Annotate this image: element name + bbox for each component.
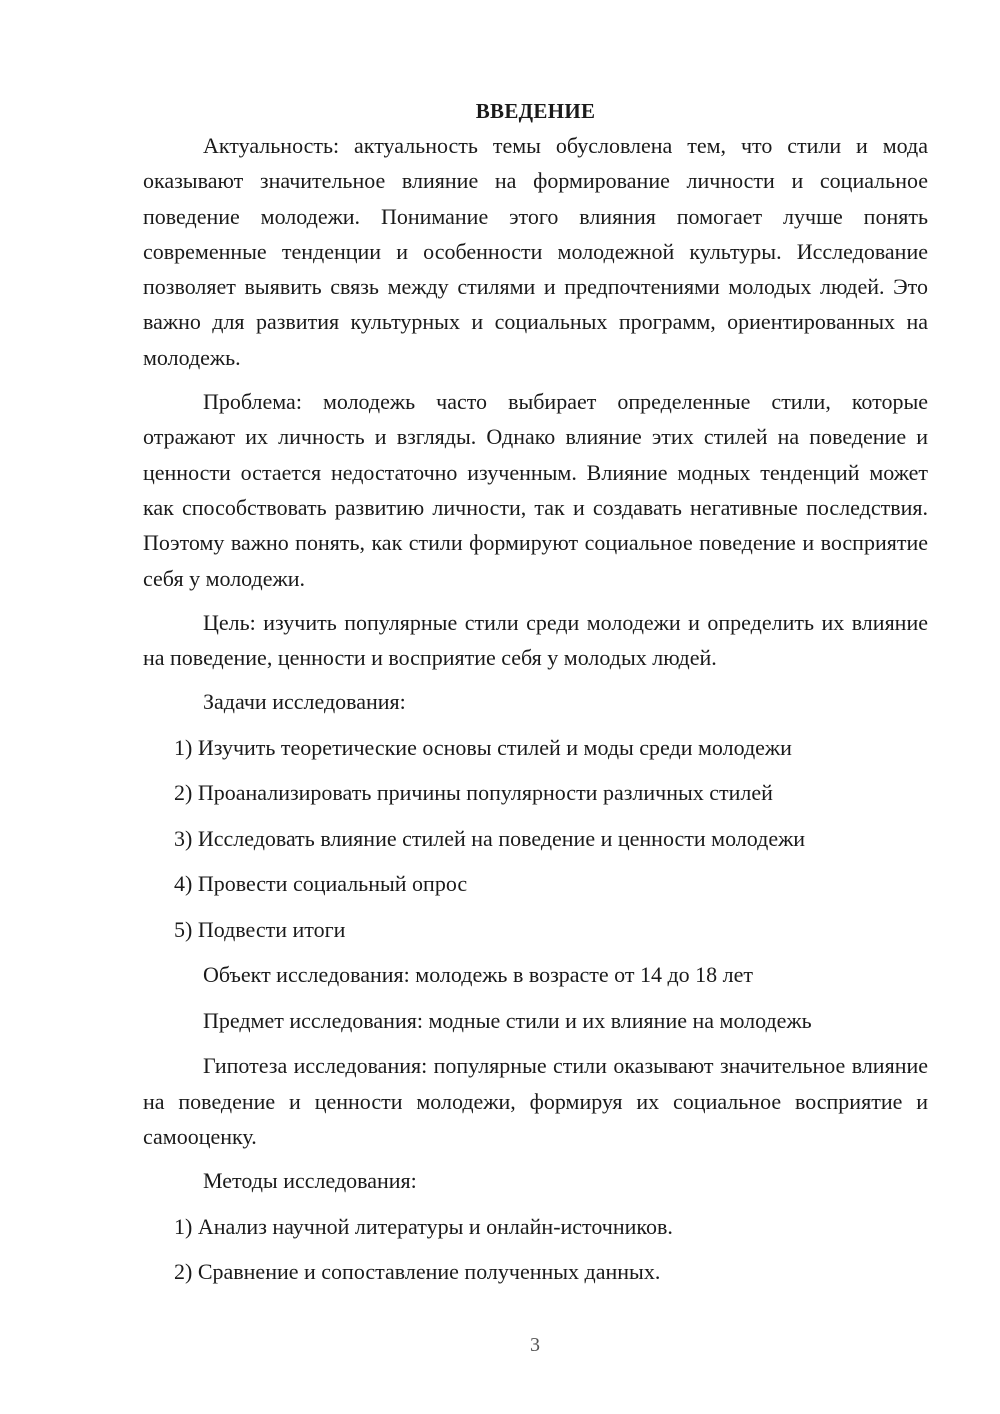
relevance-paragraph: Актуальность: актуальность темы обусловлена тем, что стили и мода оказывают значительное влияние на формирование личности и социальное поведение молодежи. Понимание этого влияния помогает лучше понять современные тенденции и особенности молодежной культуры. Исследование позволяет выявить связь между стилями и предпочтениями молодых людей. Это важно для развития культурных и социальных программ, ориентированных на молодежь.: [143, 133, 928, 370]
research-object: Объект исследования: молодежь в возрасте от 14 до 18 лет: [203, 962, 754, 988]
page-content: [143, 96, 928, 1300]
list-item: 2) Сравнение и сопоставление полученных данных.: [174, 1259, 661, 1285]
section-heading: ВВЕДЕНИЕ: [475, 99, 596, 123]
problem-paragraph: Проблема: молодежь часто выбирает определенные стили, которые отражают их личность и взгляды. Однако влияние этих стилей на поведение и ценности остается недостаточно изученным. Влияние модных тенденций может как способствовать развитию личности, так и создавать негативные последствия. Поэтому важно понять, как стили формируют социальное поведение и восприятие себя у молодежи.: [143, 389, 928, 591]
tasks-title: Задачи исследования:: [203, 689, 406, 715]
page-number: 3: [530, 1334, 540, 1356]
list-item: 1) Анализ научной литературы и онлайн-источников.: [174, 1213, 673, 1239]
list-item: 3) Исследовать влияние стилей на поведение и ценности молодежи: [174, 825, 806, 851]
tasks-list: [143, 730, 928, 958]
research-subject: Предмет исследования: модные стили и их влияние на молодежь: [203, 1007, 812, 1033]
list-item: 2) Проанализировать причины популярности различных стилей: [174, 780, 773, 806]
methods-list: [143, 1209, 928, 1300]
hypothesis-paragraph: Гипотеза исследования: популярные стили оказывают значительное влияние на поведение и ценности молодежи, формируя их социальное восприятие и самооценку.: [143, 1053, 928, 1150]
methods-title: Методы исследования:: [203, 1168, 417, 1194]
list-item: 4) Провести социальный опрос: [174, 871, 468, 897]
list-item: 1) Изучить теоретические основы стилей и моды среди молодежи: [174, 734, 792, 760]
goal-paragraph: Цель: изучить популярные стили среди молодежи и определить их влияние на поведение, ценности и восприятие себя у молодых людей.: [143, 609, 928, 671]
list-item: 5) Подвести итоги: [174, 916, 346, 942]
